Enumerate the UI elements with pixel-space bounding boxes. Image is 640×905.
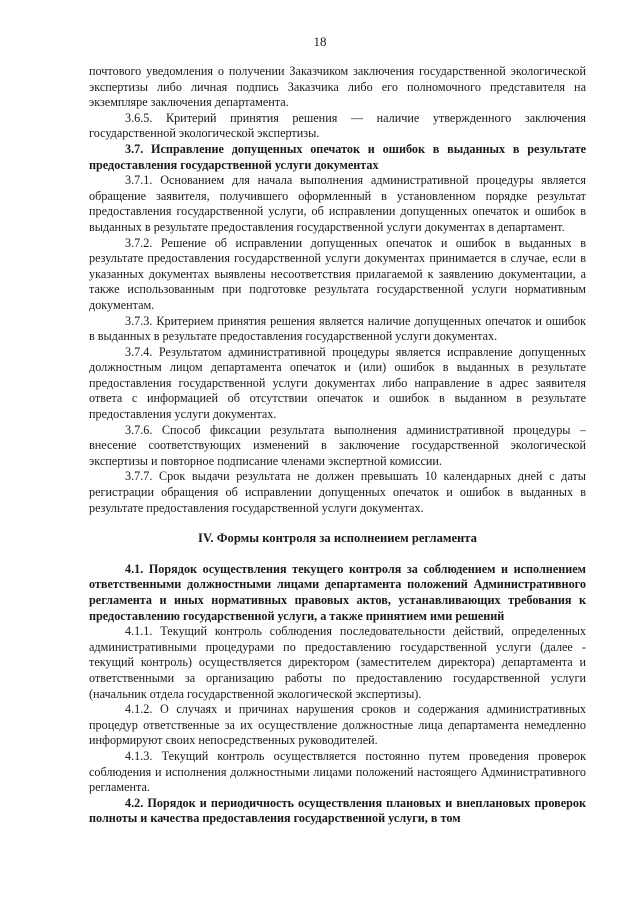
paragraph-4-1-1: 4.1.1. Текущий контроль соблюдения последовательности действий, определенных административными процедурами по предоставлению государственной услуги (далее - текущий контроль) осуществляется директором (заместителем директора) департамента и ответственными за организацию работы по предоставлению государственной услуги (начальник отдела государственной экологической экспертизы). — [89, 624, 586, 701]
paragraph-3-7-1: 3.7.1. Основанием для начала выполнения административной процедуры является обращение заявителя, получившего оформленный в установленном порядке результат предоставления государственной услуги, об исправлении допущенных опечаток и ошибок в выданных в результате предоставления государственной услуги документах в департамент. — [89, 173, 586, 234]
paragraph-3-7-3: 3.7.3. Критерием принятия решения является наличие допущенных опечаток и ошибок в выданных в результате предоставления государственной услуги документах. — [89, 313, 586, 344]
paragraph-3-6-5: 3.6.5. Критерий принятия решения — наличие утвержденного заключения государственной экологической экспертизы. — [89, 110, 586, 141]
paragraph-3-7-4: 3.7.4. Результатом административной процедуры является исправление допущенных должностным лицом департамента опечаток и (или) ошибок в выданных в результате предоставления государственной услуги документах либо направление в адрес заявителя ответа с информацией об отсутствии опечаток и ошибок в выданном в результате предоставления услуги документах. — [89, 344, 586, 422]
paragraph-continuation: почтового уведомления о получении Заказчиком заключения государственной экологической экспертизы либо личная подпись Заказчика либо его полномочного представителя на экземпляре заключения департамента. — [89, 64, 586, 110]
paragraph-3-7-7: 3.7.7. Срок выдачи результата не должен превышать 10 календарных дней с даты регистрации обращения об исправлении допущенных опечаток и ошибок в выданных в результате предоставления государственной услуги документах. — [89, 469, 586, 515]
page-number: 18 — [313, 34, 327, 49]
subsection-heading-3-7: 3.7. Исправление допущенных опечаток и ошибок в выданных в результате предоставления государственной услуги документах — [89, 141, 586, 172]
section-heading-iv: IV. Формы контроля за исполнением регламента — [198, 531, 477, 546]
paragraph-3-7-6: 3.7.6. Способ фиксации результата выполнения административной процедуры – внесение соответствующих изменений в заключение государственной экологической экспертизы и повторное подписание членами экспертной комиссии. — [89, 422, 586, 468]
paragraph-3-7-2: 3.7.2. Решение об исправлении допущенных опечаток и ошибок в выданных в результате предоставления государственной услуги документах принимается в случае, если в указанных документах выявлены несоответствия прилагаемой к заявлению документации, а также использованным при подготовке результата государственной услуги нормативным документам. — [89, 235, 586, 312]
paragraph-4-1-2: 4.1.2. О случаях и причинах нарушения сроков и содержания административных процедур ответственные за их осуществление должностные лица департамента немедленно информируют своих непосредственных руководителей. — [89, 702, 586, 748]
paragraph-4-1-3: 4.1.3. Текущий контроль осуществляется постоянно путем проведения проверок соблюдения и исполнения должностными лицами положений настоящего Административного регламента. — [89, 748, 586, 795]
subsection-heading-4-1: 4.1. Порядок осуществления текущего контроля за соблюдением и исполнением ответственными должностными лицами департамента положений Административного регламента и иных нормативных правовых актов, устанавливающих требования к предоставлению государственной услуги, а также принятием ими решений — [89, 561, 586, 623]
document-body — [89, 64, 586, 827]
subsection-heading-4-2: 4.2. Порядок и периодичность осуществления плановых и внеплановых проверок полноты и качества предоставления государственной услуги, в том — [89, 795, 586, 826]
